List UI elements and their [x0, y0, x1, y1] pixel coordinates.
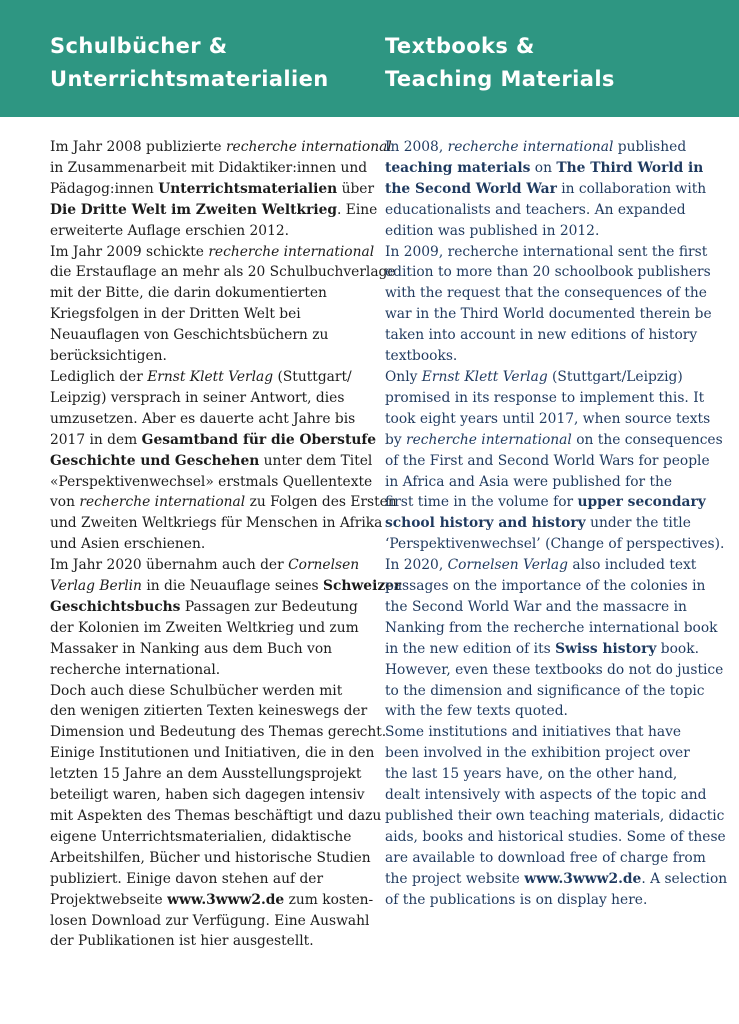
text: erweiterte Auflage erschien 2012. [50, 222, 290, 239]
text: promised in its response to implement this. It [385, 389, 705, 406]
english-paragraph [385, 722, 728, 910]
italic-text: Cornelsen [288, 557, 360, 574]
bold-text: Die Dritte Welt im Zweiten Weltkrieg [50, 201, 338, 218]
text: losen Download zur Verfügung. Eine Auswahl [50, 912, 370, 929]
text: Dimension und Bedeutung des Themas gerecht. [50, 724, 387, 741]
bold-text: upper secondary [577, 494, 706, 511]
text: Projektwebseite [50, 891, 168, 908]
german-title-line: Unterrichtsmaterialien [50, 67, 329, 91]
text: in Africa and Asia were published for the [385, 473, 673, 490]
text: Im Jahr 2008 publizierte [50, 139, 226, 155]
text: first time in the volume for [385, 494, 578, 511]
text: die Erstauflage an mehr als 20 Schulbuchverlage [50, 264, 396, 281]
text: took eight years until 2017, when source texts [385, 410, 711, 427]
text: über [337, 180, 375, 197]
text: Passagen zur Bedeutung [180, 598, 358, 615]
bold-text: Gesamtband für die Oberstufe [141, 431, 377, 448]
text: in the new edition of its [385, 640, 556, 657]
text: und Asien erschienen. [50, 536, 206, 553]
text: been involved in the exhibition project over [385, 745, 690, 762]
text: und Zweiten Weltkriegs für Menschen in Afrika [50, 515, 383, 532]
text: of the First and Second World Wars for people [385, 452, 710, 469]
text: unter dem Titel [259, 452, 373, 469]
text: eigene Unterrichtsmaterialien, didaktische [50, 828, 352, 845]
text: published their own teaching materials, didactic [385, 808, 725, 824]
bold-text: Schweizer [323, 578, 402, 595]
text: umzusetzen. Aber es dauerte acht Jahre bis [50, 410, 356, 427]
bold-text: The Third World in [556, 159, 704, 176]
italic-text: Verlag Berlin [50, 578, 142, 595]
text: on [530, 159, 557, 176]
german-title [50, 30, 329, 96]
english-column [385, 137, 728, 911]
bold-text: Swiss history [555, 640, 657, 657]
text: von [50, 494, 80, 511]
text: Einige Institutionen und Initiativen, die in den [50, 745, 375, 762]
text: taken into account in new editions of history [385, 327, 698, 344]
text: Pädagog:innen [50, 180, 159, 197]
german-paragraph [50, 681, 387, 953]
text: with the few texts quoted. [385, 703, 568, 720]
text: (Stuttgart/ [273, 368, 352, 385]
text: Only [385, 368, 422, 385]
text: Massaker in Nanking aus dem Buch von [50, 640, 333, 657]
italic-text: recherche international [447, 139, 614, 155]
text: Neuauflagen von Geschichtsbüchern zu [50, 327, 329, 344]
english-title-line: Teaching Materials [385, 67, 615, 91]
italic-text: recherche international [79, 494, 246, 511]
english-paragraph [385, 242, 710, 367]
bold-text: Geschichtsbuchs [50, 598, 181, 615]
text: educationalists and teachers. An expanded [385, 201, 686, 218]
bold-text: school history and history [385, 515, 586, 532]
text: Kriegsfolgen in der Dritten Welt bei [50, 306, 301, 323]
website-url: www.3www2.de [524, 870, 642, 887]
text: der Kolonien im Zweiten Weltkrieg und zum [50, 619, 359, 636]
header-banner [0, 0, 739, 117]
text: berücksichtigen. [50, 348, 167, 365]
text: edition was published in 2012. [385, 222, 600, 239]
text: In 2020, [385, 557, 448, 574]
german-paragraph [50, 137, 392, 242]
text: dealt intensively with aspects of the topic and [385, 787, 707, 804]
text: zu Folgen des Ersten [245, 494, 397, 511]
italic-text: recherche international [406, 431, 572, 448]
text: are available to download free of charge from [385, 849, 706, 866]
bold-text: Unterrichtsmaterialien [158, 180, 338, 197]
website-url: www.3www2.de [167, 891, 285, 908]
english-title [385, 30, 615, 96]
text: recherche international. [50, 661, 221, 678]
italic-text: recherche international [225, 139, 392, 155]
english-paragraph [385, 137, 710, 242]
text: In 2009, recherche international sent the first [385, 243, 708, 260]
text: Nanking from the recherche international book [385, 619, 718, 636]
text: edition to more than 20 schoolbook publishers [385, 264, 711, 281]
text: by [385, 431, 407, 448]
text: in collaboration with [556, 180, 707, 197]
text: den wenigen zitierten Texten keineswegs der [50, 703, 368, 720]
text: published [613, 139, 687, 155]
bold-text: the Second World War [385, 180, 557, 197]
english-title-line: Textbooks & [385, 34, 535, 58]
text: letzten 15 Jahre an dem Ausstellungsprojekt [50, 766, 362, 783]
text: zum kosten- [284, 891, 374, 908]
text: on the consequences [571, 431, 723, 448]
italic-text: Cornelsen Verlag [447, 557, 568, 574]
text: . Eine [337, 201, 378, 218]
text: Arbeitshilfen, Bücher und historische Studien [50, 849, 371, 866]
text: Some institutions and initiatives that have [385, 724, 682, 741]
text: book. [656, 640, 699, 657]
bold-text: teaching materials [385, 159, 531, 176]
text: textbooks. [385, 348, 458, 365]
english-paragraph [385, 660, 724, 723]
text: . A selection [641, 870, 728, 887]
text: aids, books and historical studies. Some of these [385, 828, 726, 845]
english-paragraph [385, 555, 718, 660]
text: also included text [567, 557, 697, 574]
text: Im Jahr 2020 übernahm auch der [50, 557, 289, 574]
text: mit der Bitte, die darin dokumentierten [50, 285, 327, 302]
text: to the dimension and significance of the topic [385, 682, 705, 699]
text: ‘Perspektivenwechsel’ (Change of perspectives). [385, 536, 725, 553]
text: in die Neuauflage seines [141, 578, 324, 595]
text: passages on the importance of the colonies in [385, 578, 706, 595]
german-title-line: Schulbücher & [50, 34, 228, 58]
text: under the title [585, 515, 691, 532]
text: In 2008, [385, 139, 448, 155]
text: the Second World War and the massacre in [385, 598, 687, 615]
text: the project website [385, 870, 525, 887]
text: publiziert. Einige davon stehen auf der [50, 870, 324, 887]
text: 2017 in dem [50, 431, 142, 448]
text: in Zusammenarbeit mit Didaktiker:innen und [50, 159, 368, 176]
text: war in the Third World documented therein be [385, 306, 712, 323]
text: Leipzig) versprach in seiner Antwort, dies [50, 389, 345, 406]
italic-text: recherche international [208, 243, 375, 260]
german-paragraph [50, 555, 402, 680]
text: der Publikationen ist hier ausgestellt. [50, 933, 314, 950]
text: Im Jahr 2009 schickte [50, 243, 209, 260]
italic-text: Ernst Klett Verlag [147, 368, 274, 385]
text: Lediglich der [50, 368, 148, 385]
english-paragraph [385, 367, 725, 555]
text: of the publications is on display here. [385, 891, 648, 908]
text: with the request that the consequences of the [385, 285, 707, 302]
text: Doch auch diese Schulbücher werden mit [50, 682, 343, 699]
italic-text: Ernst Klett Verlag [421, 368, 548, 385]
text: the last 15 years have, on the other hand, [385, 766, 678, 783]
text: «Perspektivenwechsel» erstmals Quellentexte [50, 473, 373, 490]
text: However, even these textbooks do not do justice [385, 661, 724, 678]
text: mit Aspekten des Themas beschäftigt und dazu [50, 808, 382, 824]
text: (Stuttgart/Leipzig) [547, 368, 683, 385]
bold-text: Geschichte und Geschehen [50, 452, 260, 469]
text: beteiligt waren, haben sich dagegen intensiv [50, 787, 365, 804]
german-paragraph [50, 242, 396, 367]
